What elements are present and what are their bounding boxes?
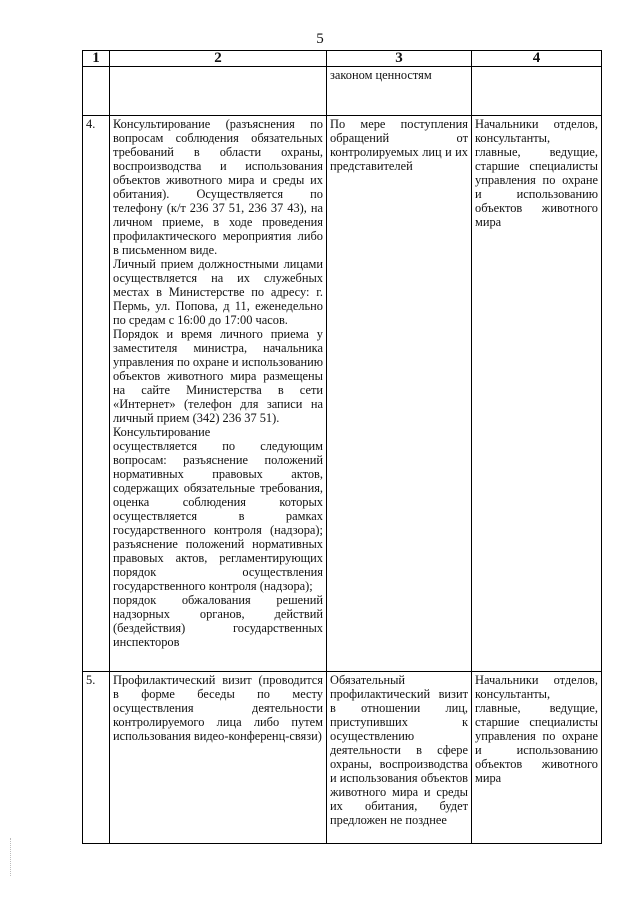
responsible-persons-cell <box>472 67 602 116</box>
measure-paragraph: порядок обжалования решений надзорных органов, действий (бездействия) государственных инспекторов <box>113 593 323 649</box>
row-number <box>83 67 110 116</box>
measure-paragraph: осуществляется по следующим вопросам: разъяснение положений нормативных правовых актов, содержащих обязательные требования, оценка соблюдения которых осуществляется в рамках государственного контроля (надзора); разъяснение положений нормативных правовых актов, регламентирующих порядок осуществления государственного контроля (надзора); <box>113 439 323 593</box>
column-header-4: 4 <box>472 51 602 67</box>
measure-paragraph: Консультирование <box>113 425 211 439</box>
column-header-2: 2 <box>110 51 327 67</box>
measure-description-cell <box>110 67 327 116</box>
measure-paragraph: Личный прием должностными лицами осуществляется на их служебных местах в Министерстве по адресу: г. Пермь, ул. Попова, д 11, еженедельно по средам с 16:00 до 17:00 часов. <box>113 257 323 327</box>
measure-description-cell <box>110 116 327 672</box>
measure-timing-text: Обязательный профилактический визит в отношении лиц, приступивших к осуществлению деятельности в сфере охраны, воспроизводства и использования объектов животного мира и среды их обитания, будет предложен не позднее <box>330 673 468 827</box>
measures-table <box>82 50 602 844</box>
table-row <box>83 672 602 844</box>
measure-paragraph: Порядок и время личного приема у заместителя министра, начальника управления по охране и использованию объектов животного мира размещены на сайте Министерства в сети «Интернет» (телефон для записи на личный прием (342) 236 37 51). <box>113 327 323 425</box>
column-header-3: 3 <box>327 51 472 67</box>
row-number: 5. <box>83 672 110 844</box>
table-row <box>83 116 602 672</box>
measure-timing-cell <box>327 67 472 116</box>
responsible-persons-cell <box>472 672 602 844</box>
measure-paragraph: Консультирование (разъяснения по вопросам соблюдения обязательных требований в области охраны, воспроизводства и использования объектов животного мира и среды их обитания). Осуществляется по телефону (к/т 236 37 51, 236 37 43), на личном приеме, в ходе проведения профилактического мероприятия либо в письменном виде. <box>113 117 323 257</box>
responsible-persons-text: Начальники отделов, консультанты, главные, ведущие, старшие специалисты управления по охране и использованию объектов животного мира <box>475 117 598 229</box>
measure-timing-text: По мере поступления обращений от контролируемых лиц и их представителей <box>330 117 468 173</box>
page-number: 5 <box>316 31 324 47</box>
row-number: 4. <box>83 116 110 672</box>
measure-timing-text: законом ценностям <box>330 68 432 82</box>
table-header-row <box>83 51 602 67</box>
measure-description-cell <box>110 672 327 844</box>
measure-timing-cell <box>327 672 472 844</box>
column-header-1: 1 <box>83 51 110 67</box>
responsible-persons-text: Начальники отделов, консультанты, главные, ведущие, старшие специалисты управления по охране и использованию объектов животного мира <box>475 673 598 785</box>
measure-paragraph: Профилактический визит (проводится в форме беседы по месту осуществления деятельности контролируемого лица либо путем использования видео-конференц-связи) <box>113 673 323 743</box>
scan-margin-mark <box>10 838 12 876</box>
responsible-persons-cell <box>472 116 602 672</box>
table-row <box>83 67 602 116</box>
measure-timing-cell <box>327 116 472 672</box>
